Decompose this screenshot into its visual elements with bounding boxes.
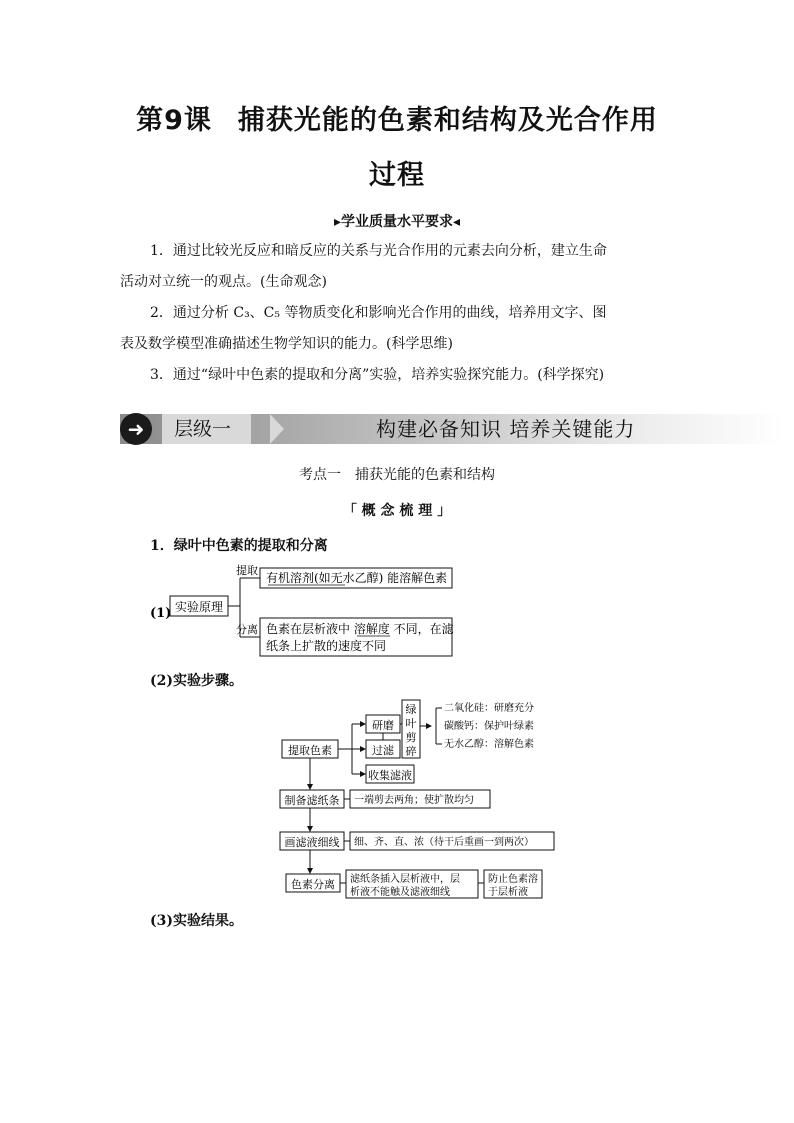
banner-title: 构建必备知识 培养关键能力 — [376, 417, 636, 441]
item-3-heading: (3)实验结果。 — [150, 913, 243, 929]
paper-box: 制备滤纸条 — [284, 794, 340, 807]
extract-box: 提取色素 — [288, 744, 332, 757]
steps-diagram — [270, 694, 580, 904]
extract-text: 有机溶剂(如无水乙醇) 能溶解色素 — [266, 571, 448, 585]
sep-note-2: 析液不能触及滤液细线 — [350, 887, 450, 898]
paper-note: 一端剪去两角；使扩散均匀 — [354, 795, 474, 806]
requirement-2: 2．通过分析 C₃、C₅ 等物质变化和影响光合作用的曲线，培养用文字、图 表及数学模型准确描述生物学知识的能力。(科学思维) — [120, 305, 607, 352]
item-2-heading: (2)实验步骤。 — [150, 673, 243, 689]
ethanol-note: 无水乙醇：溶解色素 — [444, 739, 534, 750]
prevent-note-2: 于层析液 — [488, 887, 528, 898]
separate-box: 色素分离 — [291, 878, 335, 891]
grind-box: 研磨 — [372, 719, 394, 732]
line-note: 细、齐、直、浓（待干后重画一到两次） — [354, 837, 534, 848]
separate-text-1: 色素在层析液中 溶解度 不同，在滤 — [266, 622, 454, 636]
separate-tag: 分离 — [236, 623, 258, 636]
arrow-right-icon: ➜ — [120, 413, 152, 445]
section-banner — [120, 410, 784, 448]
leaf-char-4: 碎 — [405, 745, 417, 758]
sio2-note: 二氧化硅：研磨充分 — [444, 703, 534, 714]
line-box: 画滤液细线 — [284, 836, 340, 849]
requirement-3: 3．通过“绿叶中色素的提取和分离”实验，培养实验探究能力。(科学探究) — [150, 367, 605, 383]
concept-heading: 「 概 念 梳 理 」 — [342, 503, 452, 519]
filter-box: 过滤 — [372, 744, 394, 757]
prevent-note-1: 防止色素溶 — [488, 874, 538, 885]
sep-note-1: 滤纸条插入层析液中，层 — [350, 874, 460, 885]
leaf-char-1: 绿 — [405, 703, 417, 716]
kaodian-heading: 考点一 捕获光能的色素和结构 — [299, 467, 495, 483]
item-1-label: (1) — [150, 606, 172, 621]
separate-text-2: 纸条上扩散的速度不同 — [266, 639, 387, 653]
caco3-note: 碳酸钙：保护叶绿素 — [444, 721, 534, 732]
collect-box: 收集滤液 — [368, 769, 412, 782]
requirements-header: ▸学业质量水平要求◂ — [333, 214, 461, 230]
extract-tag: 提取 — [236, 564, 258, 577]
leaf-char-2: 叶 — [405, 717, 417, 730]
page-title: 第9课 捕获光能的色素和结构及光合作用 — [136, 105, 658, 136]
requirement-1: 1．通过比较光反应和暗反应的关系与光合作用的元素去向分析，建立生命 活动对立统一的观点。(生命观念) — [120, 243, 607, 290]
principle-box: 实验原理 — [174, 600, 224, 614]
leaf-char-3: 剪 — [405, 731, 417, 744]
section-1-heading: 1．绿叶中色素的提取和分离 — [150, 538, 328, 554]
page-title-line2: 过程 — [369, 160, 425, 191]
banner-level: 层级一 — [162, 414, 251, 444]
principle-diagram — [150, 562, 460, 662]
